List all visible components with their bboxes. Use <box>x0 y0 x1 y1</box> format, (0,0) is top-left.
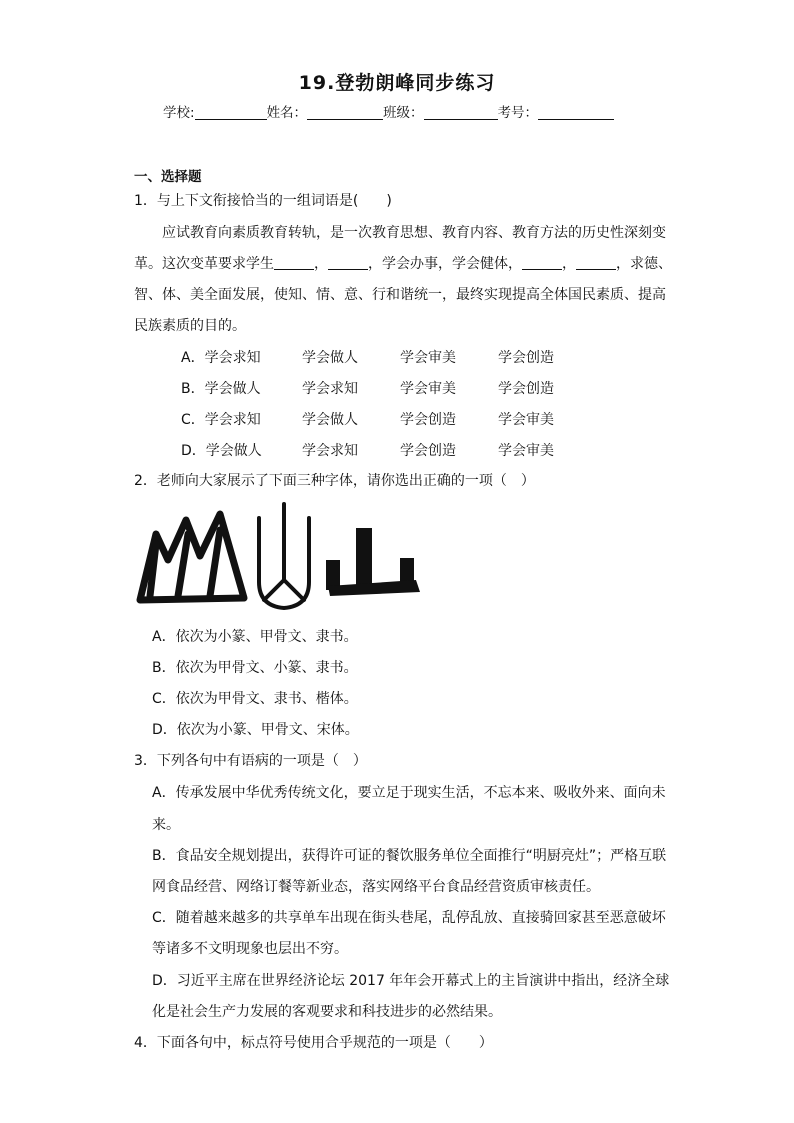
option-item: 学会求知 <box>302 443 358 459</box>
q3-option-b-cont: 网食品经营、网络订餐等新业态，落实网络平台食品经营资质审核责任。 <box>152 879 600 895</box>
q3-option-d-cont: 化是社会生产力发展的客观要求和科技进步的必然结果。 <box>152 1004 502 1020</box>
option-label: B． <box>181 381 205 397</box>
option-item: 学会做人 <box>302 350 358 366</box>
option-item: 学会求知 <box>302 381 358 397</box>
name-label: 姓名： <box>266 105 308 121</box>
q2-option-b[interactable]: B．依次为甲骨文、小篆、隶书。 <box>152 660 358 676</box>
q1-passage-line-2 <box>134 254 672 274</box>
q1-blank-2 <box>328 255 368 270</box>
option-item: 学会创造 <box>498 381 554 397</box>
q1-blank-1 <box>274 255 314 270</box>
student-info-line <box>163 101 614 121</box>
q1-option-d[interactable] <box>181 440 554 460</box>
q3-option-b[interactable]: B．食品安全规划提出，获得许可证的餐饮服务单位全面推行“明厨亮灶”；严格互联 <box>152 848 667 864</box>
class-blank <box>424 104 498 120</box>
option-item: 学会审美 <box>400 350 456 366</box>
q3-stem: 3．下列各句中有语病的一项是（ ） <box>134 753 367 769</box>
q1-passage-line-3: 智、体、美全面发展，使知、情、意、行和谐统一，最终实现提高全体国民素质、提高 <box>134 287 666 303</box>
option-item: 学会求知 <box>204 350 261 366</box>
q1-passage-text: ，学会办事，学会健体， <box>368 256 522 272</box>
option-item: 学会审美 <box>498 443 554 459</box>
option-item: 学会做人 <box>205 443 262 459</box>
option-item: 学会创造 <box>400 443 456 459</box>
q2-option-d[interactable]: D．依次为小篆、甲骨文、宋体。 <box>152 722 359 738</box>
exam-number-label: 考号： <box>497 105 539 121</box>
clerical-shan-glyph <box>326 528 420 596</box>
option-label: D． <box>181 443 206 459</box>
option-item: 学会做人 <box>204 381 261 397</box>
q1-passage-text: ， <box>314 256 328 272</box>
name-blank <box>307 104 383 120</box>
exam-number-blank <box>538 104 614 120</box>
option-item: 学会创造 <box>400 412 456 428</box>
q1-passage-text: 革。这次变革要求学生 <box>134 256 274 272</box>
q2-option-a[interactable]: A．依次为小篆、甲骨文、隶书。 <box>152 629 358 645</box>
q3-option-c-cont: 等诸多不文明现象也层出不穷。 <box>152 941 348 957</box>
school-label: 学校: <box>163 105 195 121</box>
option-item: 学会审美 <box>498 412 554 428</box>
option-label: C． <box>181 412 205 428</box>
page-title: 19.登勃朗峰同步练习 <box>298 72 496 94</box>
q3-option-a-cont: 来。 <box>152 817 180 833</box>
q1-stem: 1．与上下文衔接恰当的一组词语是( ) <box>134 193 392 209</box>
option-label: A． <box>181 350 205 366</box>
q2-stem: 2．老师向大家展示了下面三种字体，请你选出正确的一项（ ） <box>134 473 535 489</box>
option-item: 学会创造 <box>498 350 554 366</box>
q1-option-c[interactable] <box>181 409 554 429</box>
option-item: 学会做人 <box>302 412 358 428</box>
section-heading: 一、选择题 <box>134 169 202 185</box>
q1-passage-line-1: 应试教育向素质教育转轨，是一次教育思想、教育内容、教育方法的历史性深刻变 <box>162 225 666 241</box>
q1-passage-line-4: 民族素质的目的。 <box>134 318 246 334</box>
oracle-bone-shan-glyph <box>140 514 244 600</box>
q3-option-d[interactable]: D．习近平主席在世界经济论坛 2017 年年会开幕式上的主旨演讲中指出，经济全球 <box>152 973 670 989</box>
q1-blank-3 <box>522 255 562 270</box>
q1-option-a[interactable] <box>181 347 554 367</box>
q3-option-c[interactable]: C．随着越来越多的共享单车出现在街头巷尾，乱停乱放、直接骑回家甚至恶意破坏 <box>152 910 666 926</box>
q1-blank-4 <box>576 255 616 270</box>
school-blank <box>195 104 267 120</box>
q1-passage-text: ，求德、 <box>616 256 672 272</box>
q4-stem: 4．下面各句中，标点符号使用合乎规范的一项是（ ） <box>134 1035 493 1051</box>
q3-option-a[interactable]: A．传承发展中华优秀传统文化，要立足于现实生活，不忘本来、吸收外来、面向未 <box>152 785 666 801</box>
class-label: 班级： <box>383 105 424 121</box>
option-item: 学会求知 <box>204 412 261 428</box>
small-seal-shan-glyph <box>259 504 309 608</box>
q1-option-b[interactable] <box>181 378 554 398</box>
q1-passage-text: ， <box>562 256 576 272</box>
q2-option-c[interactable]: C．依次为甲骨文、隶书、楷体。 <box>152 691 358 707</box>
option-item: 学会审美 <box>400 381 456 397</box>
three-script-shan-figure <box>134 500 424 615</box>
